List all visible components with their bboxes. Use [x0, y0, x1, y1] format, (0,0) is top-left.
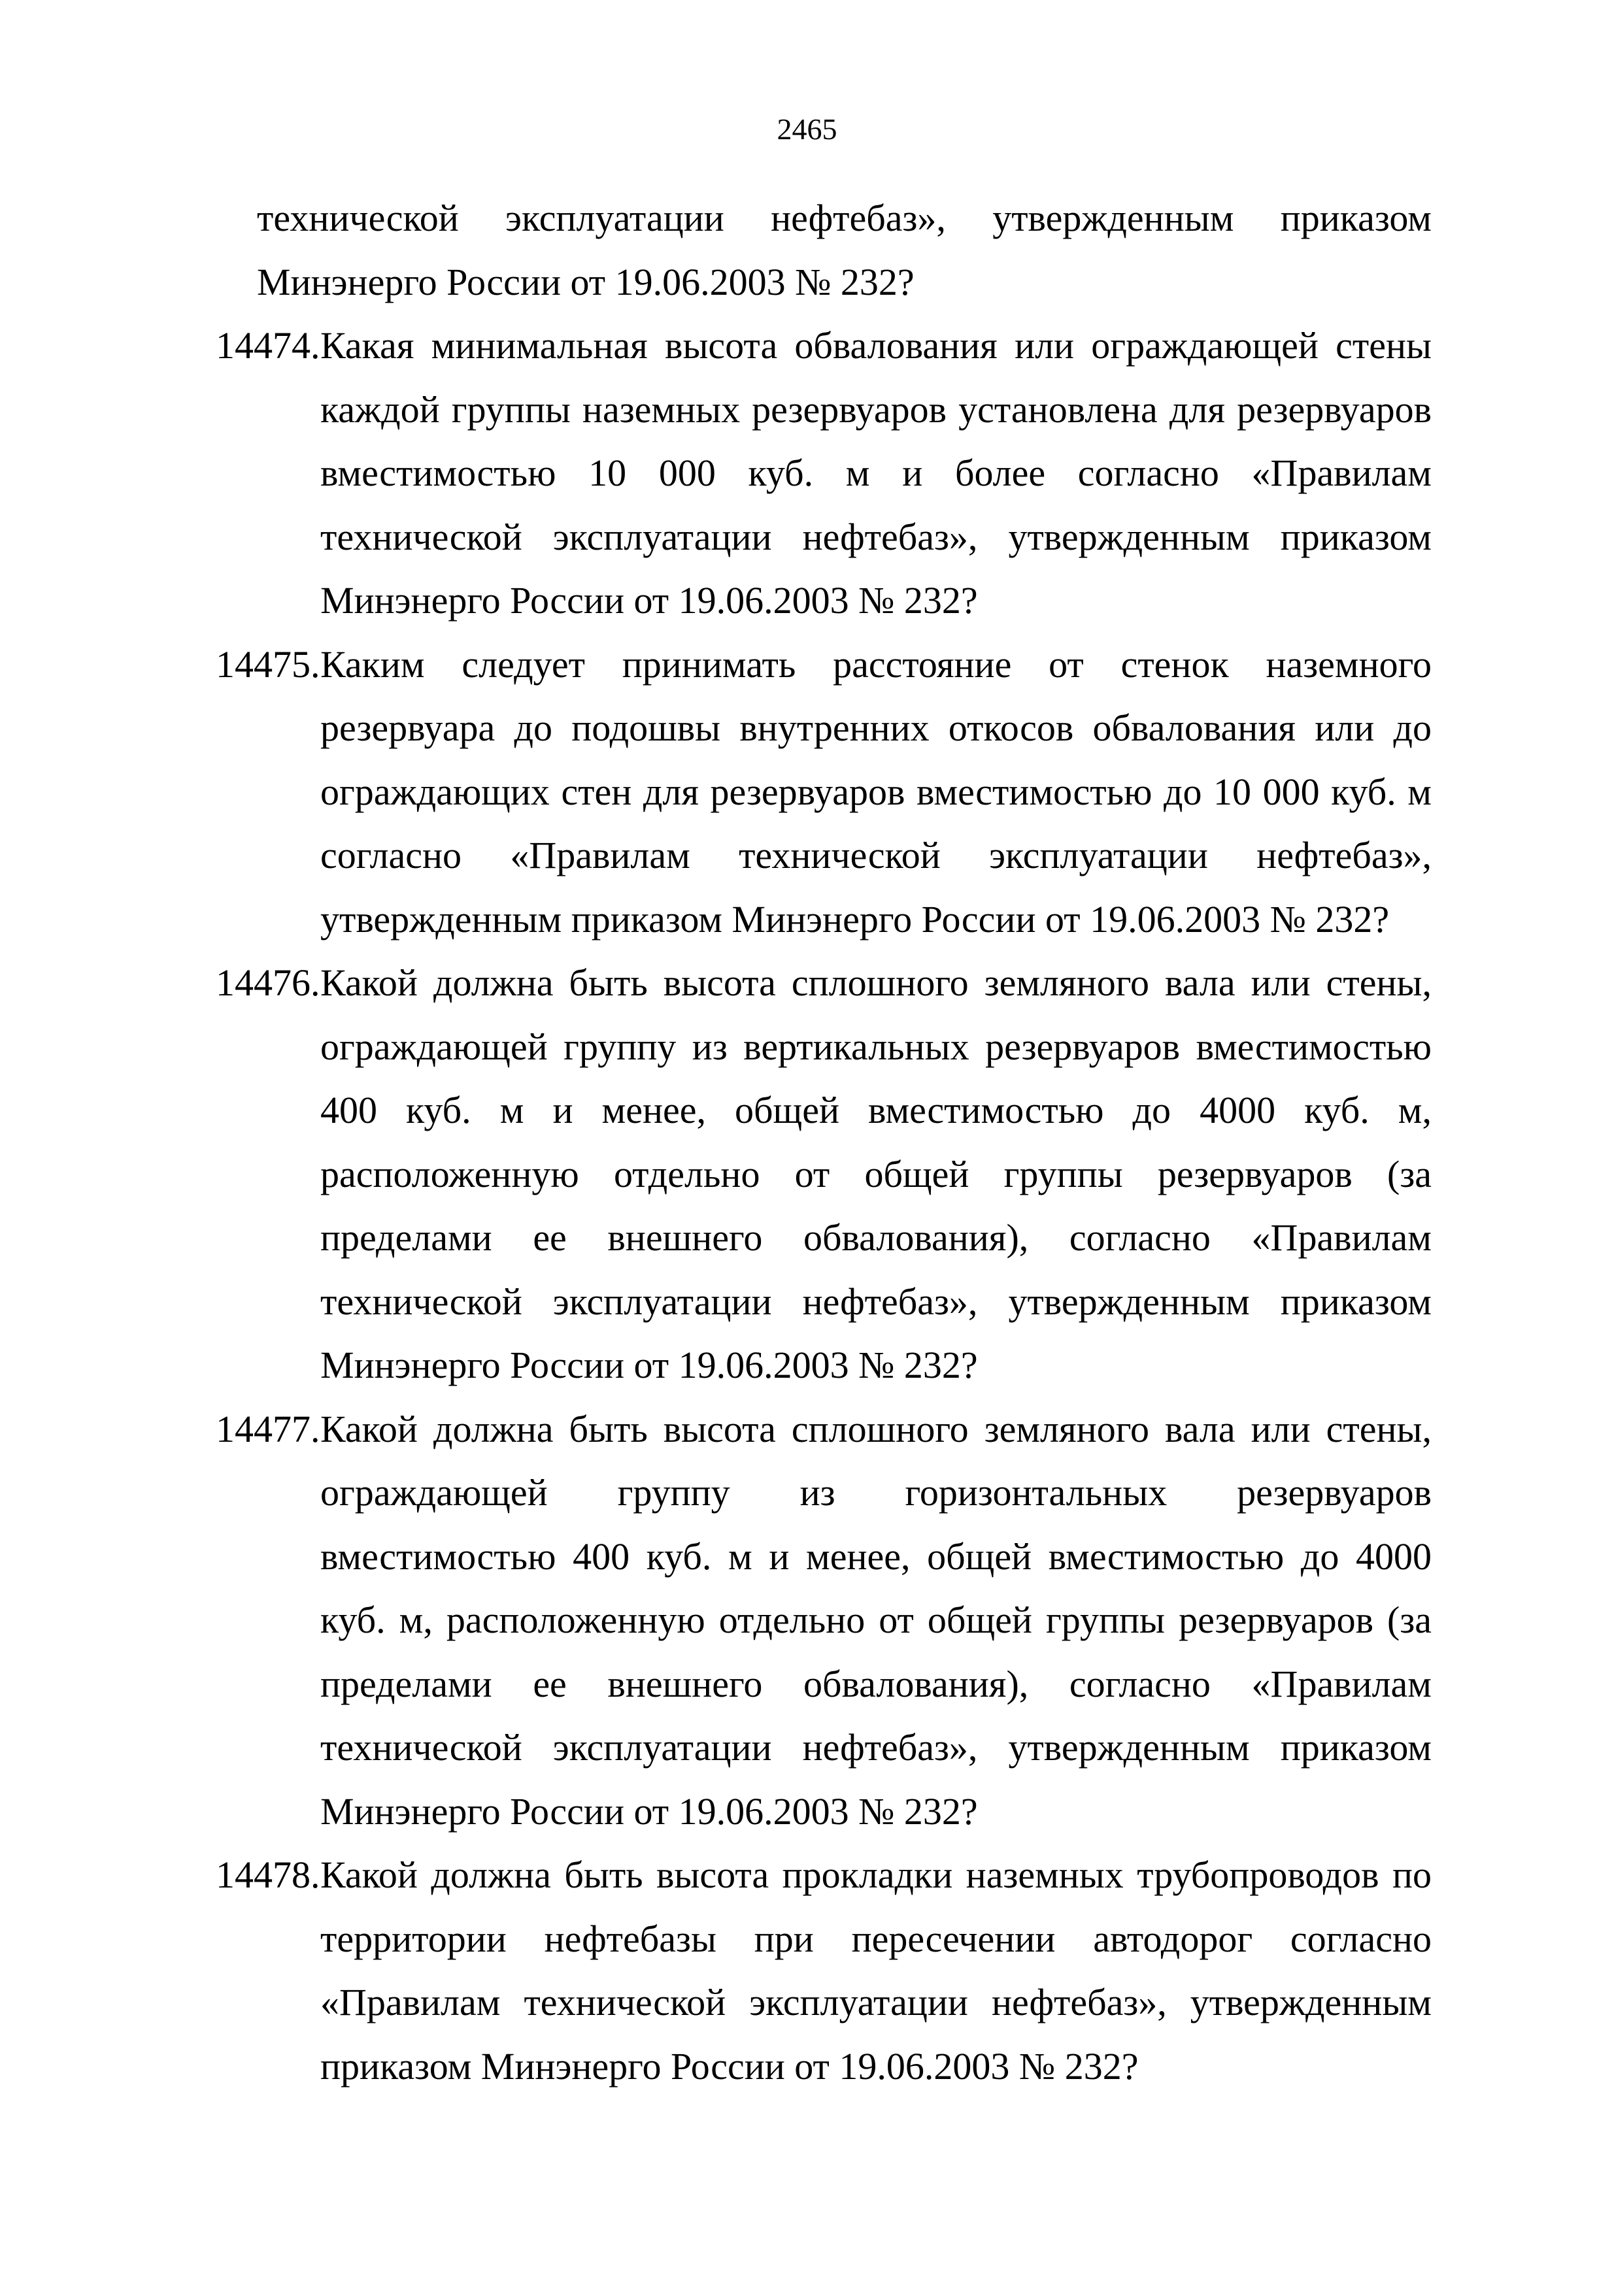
question-text: Какой должна быть высота сплошного земляного вала или стены, ограждающей группу из вертикальных резервуаров вместимостью 400 куб. м и менее, общей вместимостью до 4000 куб. м, расположенную отдельно от общей группы резервуаров (за пределами ее внешнего обвалования), согласно «Правилам технической эксплуатации нефтебаз», утвержденным приказом Минэнерго России от 19.06.2003 № 232?	[320, 961, 1432, 1386]
question-text: Какая минимальная высота обвалования или ограждающей стены каждой группы наземных резервуаров установлена для резервуаров вместимостью 10 000 куб. м и более согласно «Правилам технической эксплуатации нефтебаз», утвержденным приказом Минэнерго России от 19.06.2003 № 232?	[320, 324, 1432, 622]
question-number: 14474.	[216, 324, 320, 367]
question-item	[216, 951, 1432, 1397]
question-item	[216, 314, 1432, 633]
document-body	[216, 186, 1432, 2098]
question-text: Какой должна быть высота прокладки наземных трубопроводов по территории нефтебазы при пересечении автодорог согласно «Правилам технической эксплуатации нефтебаз», утвержденным приказом Минэнерго России от 19.06.2003 № 232?	[320, 1854, 1432, 2088]
question-text: Каким следует принимать расстояние от стенок наземного резервуара до подошвы внутренних откосов обвалования или до ограждающих стен для резервуаров вместимостью до 10 000 куб. м согласно «Правилам технической эксплуатации нефтебаз», утвержденным приказом Минэнерго России от 19.06.2003 № 232?	[320, 642, 1432, 940]
question-number: 14475.	[216, 642, 320, 686]
question-item	[216, 633, 1432, 952]
question-text: Какой должна быть высота сплошного земляного вала или стены, ограждающей группу из горизонтальных резервуаров вместимостью 400 куб. м и менее, общей вместимостью до 4000 куб. м, расположенную отдельно от общей группы резервуаров (за пределами ее внешнего обвалования), согласно «Правилам технической эксплуатации нефтебаз», утвержденным приказом Минэнерго России от 19.06.2003 № 232?	[320, 1407, 1432, 1833]
continued-paragraph: технической эксплуатации нефтебаз», утвержденным приказом Минэнерго России от 19.06.2003 № 232?	[257, 197, 1432, 303]
question-item	[216, 1397, 1432, 1844]
question-number: 14476.	[216, 961, 320, 1004]
question-number: 14478.	[216, 1854, 320, 1896]
page-number: 2465	[777, 112, 837, 146]
question-item	[216, 1843, 1432, 2098]
question-number: 14477.	[216, 1407, 320, 1450]
